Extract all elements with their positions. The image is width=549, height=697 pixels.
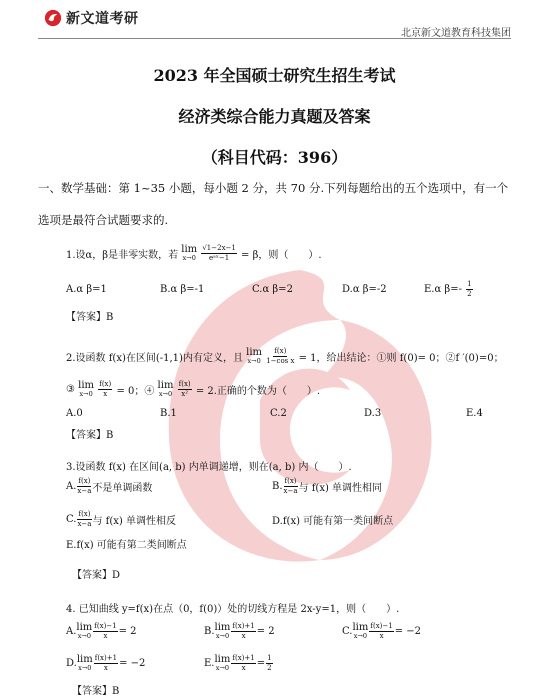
q2-option-d: D.3 (364, 408, 382, 419)
q1-option-c: C.α β=2 (252, 284, 293, 295)
q2-limit (246, 348, 262, 365)
q4-option-a (66, 622, 137, 641)
q3-b-fraction (284, 477, 298, 496)
q2-answer: 【答案】B (66, 430, 114, 441)
q1-limit (181, 245, 197, 262)
q2-limit-4 (158, 381, 174, 398)
q1-option-d: D.α β=-2 (342, 284, 387, 295)
q1-option-e-text: E.α β=- (424, 284, 462, 295)
phoenix-logo-icon (44, 9, 62, 27)
q2-lim4-word: lim (157, 380, 174, 391)
q4-e-pre: E. (204, 658, 215, 669)
q2-frac2-num: f(x) (99, 380, 112, 388)
q2-lim-word: lim (246, 347, 263, 358)
q4-e-num: f(x)+1 (232, 654, 255, 662)
q4-d-pre: D. (66, 658, 77, 669)
section-intro-line2: 选项是最符合试题要求的. (38, 213, 169, 227)
q2-frac1-num: f(x) (274, 347, 287, 355)
q4-option-e (204, 654, 274, 673)
q4-d-fraction (94, 654, 118, 673)
q3-stem: 3.设函数 f(x) 在区间(a, b) 内单调递增，则在(a, b) 内（ ）. (66, 462, 352, 473)
q1-lim-sub: x→0 (182, 254, 196, 262)
q3-a-post: 不是单调函数 (92, 483, 153, 494)
q3-option-d: D.f(x) 可能有第一类间断点 (272, 516, 394, 527)
q4-answer: 【答案】B (72, 686, 120, 697)
q4-e-limit (214, 655, 230, 672)
q1-answer: 【答案】B (66, 312, 114, 323)
q4-e-lim-sub: x→0 (215, 664, 230, 672)
q4-b-limit (215, 623, 231, 640)
q2-stem (66, 347, 504, 366)
q4-d-post: = −2 (119, 658, 146, 669)
q3-option-a (66, 477, 152, 496)
q4-d-lim-sub: x→0 (78, 664, 92, 672)
q3-a-pre: A. (66, 481, 77, 492)
q2-lim3-sub: x→0 (79, 390, 93, 398)
q4-b-fraction (231, 622, 255, 641)
q2-frac3-den: x² (181, 390, 189, 398)
brand-name: 新文道考研 (66, 11, 139, 27)
q3-b-num: f(x) (284, 477, 297, 485)
q2-lim3-word: lim (78, 380, 95, 391)
q3-c-post: 与 f(x) 单调性相反 (92, 516, 177, 527)
phoenix-watermark-icon (150, 260, 450, 580)
q2-option-a: A.0 (66, 408, 83, 419)
q2-lim-sub: x→0 (247, 357, 261, 365)
q4-c-limit (352, 623, 368, 640)
q2-c3-pre: ③ (66, 384, 75, 395)
q4-a-lim-word: lim (76, 622, 93, 633)
q4-stem: 4. 已知曲线 y=f(x)在点（0，f(0)）处的切线方程是 2x-y=1，则（ ）. (66, 604, 400, 615)
q1-stem-post: = β，则（ ）. (241, 250, 322, 261)
q4-option-b (204, 622, 275, 641)
q4-d-den: x (103, 664, 108, 672)
q4-d-lim-word: lim (76, 654, 93, 665)
q3-answer: 【答案】D (72, 570, 121, 581)
q2-option-e: E.4 (466, 408, 483, 419)
q4-b-lim-word: lim (214, 622, 231, 633)
section-intro-line1: 一、数学基础：第 1~35 小题，每小题 2 分，共 70 分.下列每题给出的五个选项中，有一个 (38, 181, 509, 195)
q2-limit-3 (78, 381, 94, 398)
q4-a-num: f(x)−1 (94, 622, 117, 630)
q2-lim4-sub: x→0 (158, 390, 173, 398)
q4-c-den: x (379, 632, 384, 640)
q4-b-num: f(x)+1 (232, 622, 255, 630)
q4-c-pre: C. (342, 626, 353, 637)
q1-option-a: A.α β=1 (66, 284, 107, 295)
q2-fraction-2 (98, 380, 112, 399)
q4-e-result-fraction (266, 654, 272, 673)
q4-a-limit (76, 623, 92, 640)
q1-e-den: 2 (467, 290, 472, 298)
q2-conclusions (66, 380, 320, 399)
q2-frac1-den: 1−cos x (266, 357, 295, 365)
q2-c4-post: = 2.正确的个数为（ ）. (195, 386, 321, 397)
q4-a-fraction (93, 622, 117, 641)
q4-option-d (66, 654, 145, 673)
q4-c-lim-sub: x→0 (353, 632, 368, 640)
q1-frac-den: eᵃˣ−1 (209, 254, 230, 262)
q4-c-num: f(x)−1 (370, 622, 393, 630)
q4-b-pre: B. (204, 626, 215, 637)
q2-fraction-1 (266, 347, 294, 366)
q2-fraction-3 (178, 380, 192, 399)
q3-option-e: E.f(x) 可能有第二类间断点 (66, 540, 187, 551)
q3-c-fraction (77, 510, 91, 529)
q3-a-fraction (77, 477, 91, 496)
q4-a-post: = 2 (118, 626, 137, 637)
q3-a-den: x−a (77, 487, 92, 495)
q1-lim-word: lim (181, 244, 198, 255)
exam-subject: 经济类综合能力真题及答案 (178, 107, 371, 126)
q1-e-num: 1 (467, 280, 472, 288)
q4-a-lim-sub: x→0 (77, 632, 91, 640)
q2-c3-post: = 0；④ (116, 386, 155, 397)
header-divider (38, 38, 511, 39)
q2-option-c: C.2 (270, 408, 287, 419)
q4-b-post: = 2 (256, 626, 275, 637)
q3-b-den: x−a (283, 487, 298, 495)
q4-e-rnum: 1 (267, 654, 272, 662)
q4-e-lim-word: lim (214, 654, 231, 665)
q3-b-post: 与 f(x) 单调性相同 (298, 483, 383, 494)
q4-a-den: x (103, 632, 108, 640)
q3-c-num: f(x) (78, 510, 91, 518)
q1-option-e-fraction (466, 280, 472, 299)
q4-e-den: x (241, 664, 246, 672)
q3-option-c (66, 510, 176, 529)
q1-option-e (424, 280, 474, 299)
q4-b-den: x (241, 632, 246, 640)
q1-option-b: B.α β=-1 (160, 284, 205, 295)
q2-stem-a: 2.设函数 f(x)在区间(-1,1)内有定义，且 (66, 353, 243, 364)
q4-c-fraction (369, 622, 393, 641)
q4-e-fraction (231, 654, 255, 673)
q4-e-eq: = (256, 658, 266, 669)
q3-c-pre: C. (66, 514, 77, 525)
company-name: 北京新文道教育科技集团 (401, 28, 511, 39)
subject-code: （科目代码：396） (201, 148, 348, 167)
page-header (0, 0, 549, 40)
q1-fraction (201, 244, 237, 263)
q4-d-num: f(x)+1 (94, 654, 118, 662)
q2-frac3-num: f(x) (178, 380, 191, 388)
q2-option-b: B.1 (160, 408, 177, 419)
q4-option-c (342, 622, 421, 641)
q3-b-pre: B. (272, 481, 283, 492)
q4-d-limit (77, 655, 93, 672)
q1-stem-pre: 1.设α，β是非零实数，若 (66, 250, 179, 261)
q4-b-lim-sub: x→0 (215, 632, 230, 640)
q4-e-rden: 2 (267, 664, 272, 672)
q3-option-b (272, 477, 382, 496)
q1-stem (66, 244, 322, 263)
q3-c-den: x−a (77, 520, 92, 528)
q2-frac2-den: x (103, 390, 108, 398)
q4-c-lim-word: lim (352, 622, 369, 633)
q3-a-num: f(x) (78, 477, 91, 485)
q4-c-post: = −2 (394, 626, 422, 637)
q4-a-pre: A. (66, 626, 77, 637)
q2-stem-b: = 1，给出结论：①则 f(0)= 0；②f ′(0)=0； (298, 353, 504, 364)
brand-logo (44, 8, 139, 28)
q1-frac-num: √1−2x−1 (202, 244, 236, 252)
exam-title: 2023 年全国硕士研究生招生考试 (153, 66, 396, 85)
